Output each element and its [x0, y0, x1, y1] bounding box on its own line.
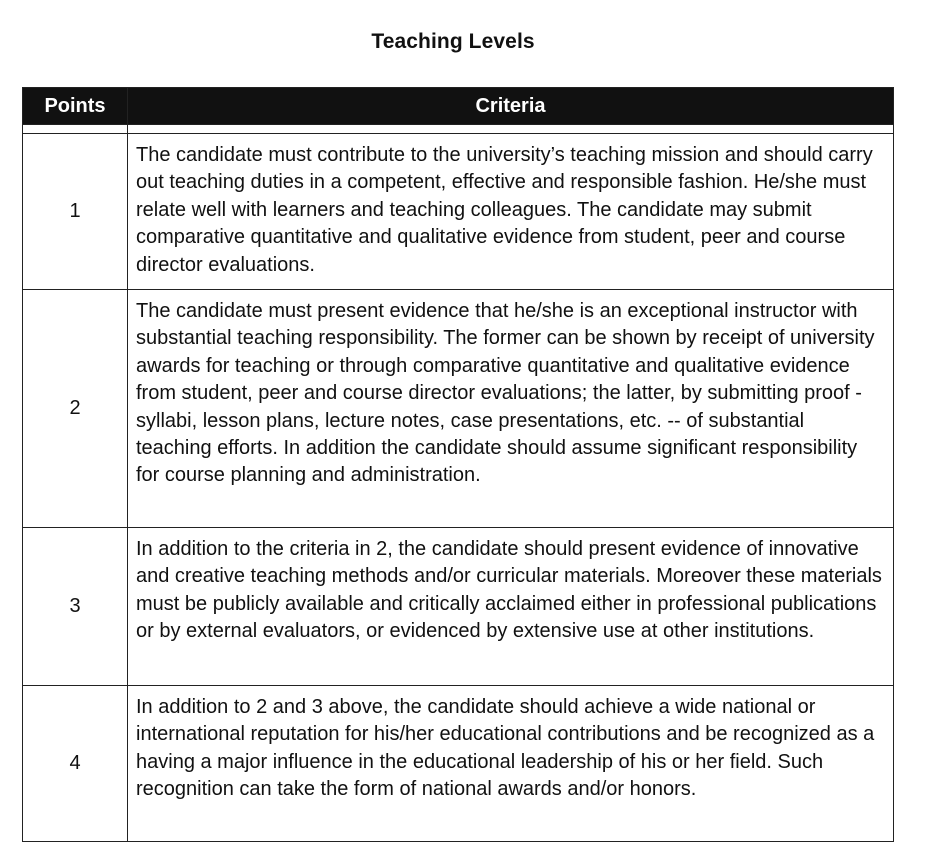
header-points: Points	[23, 88, 128, 125]
table-header	[23, 88, 894, 125]
page-title: Teaching Levels	[371, 30, 535, 53]
table-body	[23, 125, 894, 842]
spacer-cell-criteria	[128, 125, 894, 134]
points-cell: 4	[23, 686, 128, 842]
teaching-levels-table	[22, 87, 894, 842]
header-criteria: Criteria	[128, 88, 894, 125]
spacer-cell-points	[23, 125, 128, 134]
table-row	[23, 290, 894, 528]
table-row	[23, 134, 894, 290]
points-cell: 3	[23, 528, 128, 686]
header-row	[23, 88, 894, 125]
points-cell: 1	[23, 134, 128, 290]
table-row	[23, 686, 894, 842]
criteria-cell: The candidate must present evidence that he/she is an exceptional instructor with substantial teaching responsibility. The former can be shown by receipt of university awards for teaching or through comparative quantitative and qualitative evidence from student, peer and course director evaluations; the latter, by submitting proof - syllabi, lesson plans, lecture notes, case presentations, etc. -- of substantial teaching efforts. In addition the candidate should assume significant responsibility for course planning and administration.	[128, 290, 894, 528]
header-spacer-row	[23, 125, 894, 134]
criteria-cell: The candidate must contribute to the university’s teaching mission and should carry out teaching duties in a competent, effective and responsible fashion. He/she must relate well with learners and teaching colleagues. The candidate may submit comparative quantitative and qualitative evidence from student, peer and course director evaluations.	[128, 134, 894, 290]
points-cell: 2	[23, 290, 128, 528]
criteria-cell: In addition to 2 and 3 above, the candidate should achieve a wide national or international reputation for his/her educational contributions and be recognized as a having a major influence in the educational leadership of his or her field. Such recognition can take the form of national awards and/or honors.	[128, 686, 894, 842]
criteria-cell: In addition to the criteria in 2, the candidate should present evidence of innovative and creative teaching methods and/or curricular materials. Moreover these materials must be publicly available and critically acclaimed either in professional publications or by external evaluators, or evidenced by extensive use at other institutions.	[128, 528, 894, 686]
table-row	[23, 528, 894, 686]
